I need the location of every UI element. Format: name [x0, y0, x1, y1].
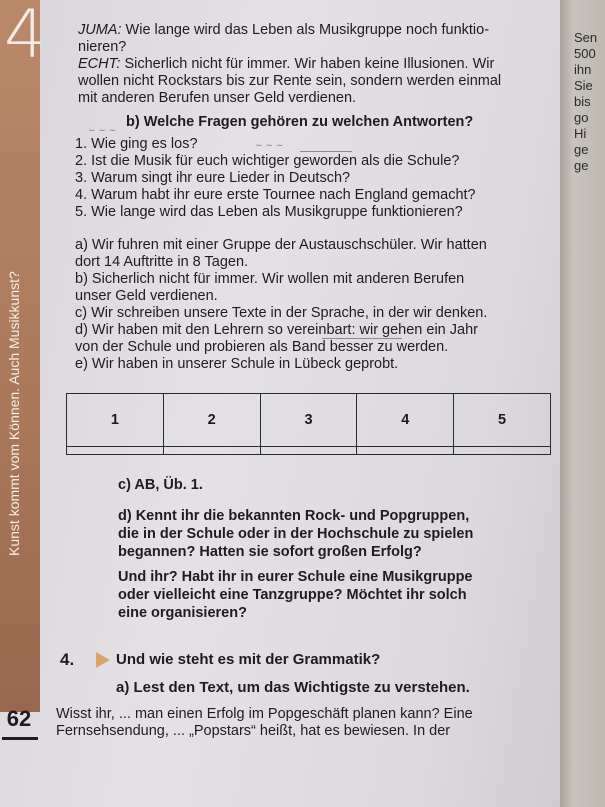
question-3: 3. Warum singt ihr eure Lieder in Deutsch? [75, 170, 351, 186]
page-number: 62 [6, 706, 32, 731]
pencil-annotation: ~ ~ ~ [255, 141, 284, 151]
question-4: 4. Warum habt ihr eure erste Tournee nach England gemacht? [75, 187, 476, 203]
table-header-cell: 3 [260, 394, 357, 447]
arrow-right-icon [96, 652, 110, 668]
answer-c: c) Wir schreiben unsere Texte in der Sprache, in der wir denken. [75, 305, 488, 321]
table-answer-row [67, 446, 551, 454]
question-1: 1. Wie ging es los? [75, 136, 198, 152]
table-header-row [67, 394, 551, 447]
task-d-line5: oder vielleicht eine Tanzgruppe? Möchtet ihr solch [118, 587, 467, 603]
chapter-title: Kunst kommt vom Können. Auch Musikkunst? [6, 271, 22, 556]
answer-b-line2: unser Geld verdienen. [75, 288, 218, 304]
answer-d-line1: d) Wir haben mit den Lehrern so vereinbart: wir gehen ein Jahr [75, 322, 478, 338]
dialog-juma-line2: nieren? [78, 39, 127, 55]
next-page-word: Sie [574, 78, 593, 93]
question-5: 5. Wie lange wird das Leben als Musikgruppe funktionieren? [75, 204, 463, 220]
chapter-number: 4 [4, 0, 46, 73]
answer-matching-table [66, 393, 551, 455]
next-page-edge [560, 0, 605, 807]
page-number-rule [2, 737, 38, 740]
table-header-cell: 5 [454, 394, 551, 447]
next-page-word: bis [574, 94, 591, 109]
section-text-line2: Fernsehsendung, ... „Popstars“ heißt, hat es bewiesen. In der [56, 723, 451, 739]
task-d-line4: Und ihr? Habt ihr in eurer Schule eine Musikgruppe [118, 569, 473, 585]
task-d-line6: eine organisieren? [118, 605, 247, 621]
answer-a-line1: a) Wir fuhren mit einer Gruppe der Austauschschüler. Wir hatten [75, 237, 487, 253]
task-b-heading: b) Welche Fragen gehören zu welchen Antworten? [126, 114, 474, 130]
next-page-word: 500 [574, 46, 596, 61]
table-answer-cell [357, 446, 454, 454]
section-text-line1: Wisst ihr, ... man einen Erfolg im Popgeschäft planen kann? Eine [56, 706, 473, 722]
table-header-cell: 4 [357, 394, 454, 447]
table-answer-cell [260, 446, 357, 454]
chapter-sidebar [0, 0, 46, 712]
next-page-word: ge [574, 158, 589, 173]
task-d-line1: d) Kennt ihr die bekannten Rock- und Popgruppen, [118, 508, 470, 524]
section-number: 4. [60, 650, 75, 669]
next-page-word: ge [574, 142, 589, 157]
dialog-echt-line2: wollen nicht Rockstars bis zur Rente sein, sondern werden einmal [78, 73, 502, 89]
next-page-word: ihn [574, 62, 592, 77]
dialog-juma-line1: JUMA: Wie lange wird das Leben als Musikgruppe noch funktio- [78, 22, 490, 38]
answer-d-line2: von der Schule und probieren als Band besser zu werden. [75, 339, 449, 355]
table-header-cell: 2 [163, 394, 260, 447]
pencil-underline [300, 151, 352, 152]
dialog-echt-line1: ECHT: Sicherlich nicht für immer. Wir haben keine Illusionen. Wir [78, 56, 495, 72]
section-heading: Und wie steht es mit der Grammatik? [116, 651, 381, 668]
answer-a-line2: dort 14 Auftritte in 8 Tagen. [75, 254, 249, 270]
next-page-word: Sen [574, 30, 598, 45]
task-d-line2: die in der Schule oder in der Hochschule zu spielen [118, 526, 474, 542]
question-2: 2. Ist die Musik für euch wichtiger geworden als die Schule? [75, 153, 460, 169]
section-subheading: a) Lest den Text, um das Wichtigste zu verstehen. [116, 679, 470, 696]
table-header-cell: 1 [67, 394, 164, 447]
next-page-word: go [574, 110, 589, 125]
answer-e: e) Wir haben in unserer Schule in Lübeck geprobt. [75, 356, 399, 372]
pencil-annotation: ~ ~ ~ [88, 126, 117, 136]
table-answer-cell [163, 446, 260, 454]
answer-b-line1: b) Sicherlich nicht für immer. Wir wollen mit anderen Berufen [75, 271, 465, 287]
task-d-line3: begannen? Hatten sie sofort großen Erfolg? [118, 544, 422, 560]
table-answer-cell [67, 446, 164, 454]
next-page-word: Hi [574, 126, 587, 141]
table-answer-cell [454, 446, 551, 454]
task-c: c) AB, Üb. 1. [118, 477, 203, 493]
dialog-echt-line3: mit anderen Berufen unser Geld verdienen. [78, 90, 357, 106]
